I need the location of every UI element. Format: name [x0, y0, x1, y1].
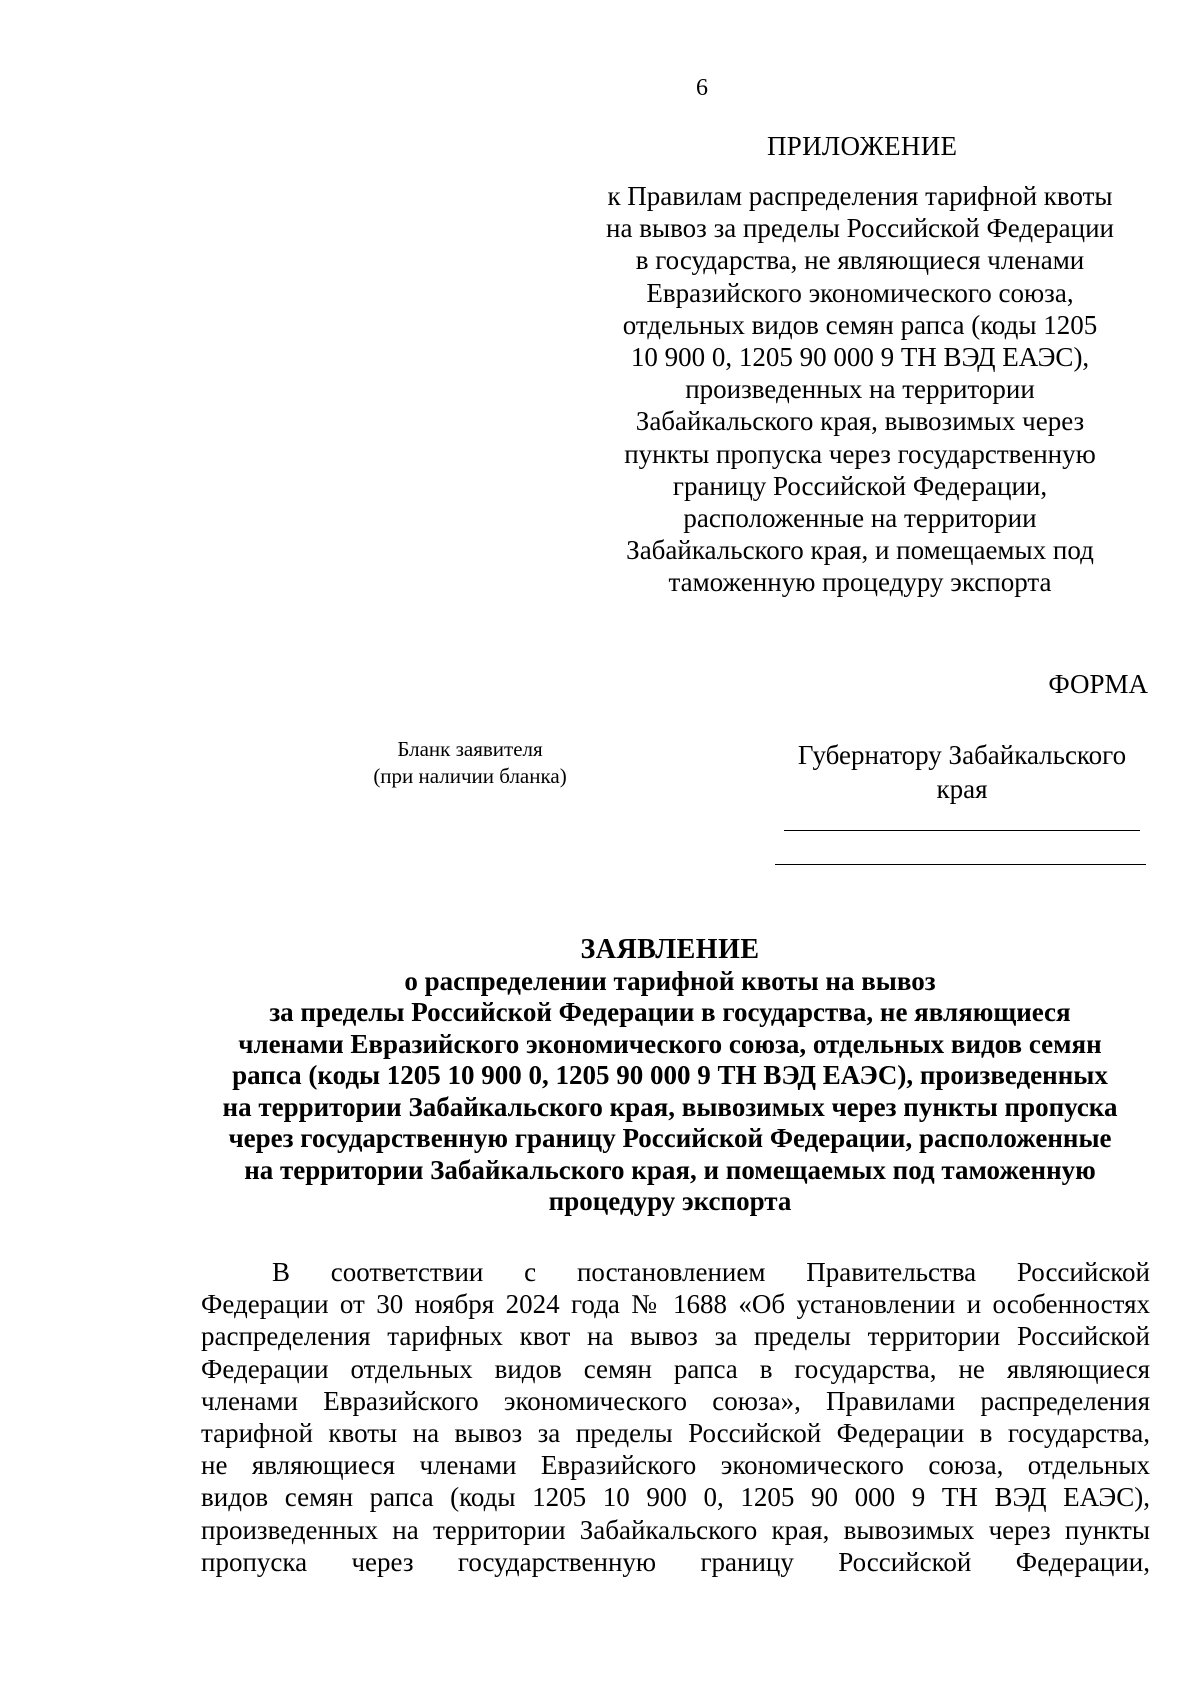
appendix-line: таможенную процедуру экспорта: [668, 567, 1052, 598]
appendix-title: ПРИЛОЖЕНИЕ: [767, 131, 958, 161]
statement-line: за пределы Российской Федерации в государства, не являющиеся: [269, 997, 1071, 1027]
body-line: произведенных на территории Забайкальского края, вывозимых через пункты: [201, 1514, 1150, 1545]
appendix-line: к Правилам распределения тарифной квоты: [607, 181, 1113, 211]
body-line: распределения тарифных квот на вывоз за пределы территории Российской: [201, 1321, 1150, 1352]
statement-line: о распределении тарифной квоты на вывоз: [404, 965, 936, 996]
addressee-line: края: [936, 774, 988, 804]
appendix-line: границу Российской Федерации,: [672, 470, 1048, 501]
statement-title: ЗАЯВЛЕНИЕ: [580, 934, 760, 965]
statement-heading: [190, 934, 1150, 1218]
appendix-line: 10 900 0, 1205 90 000 9 ТН ВЭД ЕАЭС),: [630, 342, 1090, 373]
addressee-blank-line: [784, 830, 1140, 831]
appendix-line: отдельных видов семян рапса (коды 1205: [622, 309, 1098, 340]
statement-line: на территории Забайкальского края, вывозимых через пункты пропуска: [222, 1091, 1118, 1122]
statement-line: рапса (коды 1205 10 900 0, 1205 90 000 9 ТН ВЭД ЕАЭС), произведенных: [232, 1060, 1108, 1090]
applicant-letterhead-note: [345, 736, 595, 790]
appendix-line: на вывоз за пределы Российской Федерации: [606, 213, 1114, 244]
statement-line: на территории Забайкальского края, и помещаемых под таможенную: [244, 1154, 1096, 1185]
appendix-line: пункты пропуска через государственную: [624, 438, 1096, 469]
addressee-line: Губернатору Забайкальского: [797, 740, 1127, 770]
appendix-line: Забайкальского края, и помещаемых под: [626, 535, 1094, 566]
body-line: не являющиеся членами Евразийского экономического союза, отдельных: [201, 1450, 1150, 1481]
appendix-line: Евразийского экономического союза,: [646, 277, 1074, 308]
addressee: [770, 738, 1154, 806]
statement-line: через государственную границу Российской Федерации, расположенные: [228, 1123, 1112, 1153]
body-line: видов семян рапса (коды 1205 10 900 0, 1205 90 000 9 ТН ВЭД ЕАЭС),: [201, 1482, 1150, 1513]
statement-line: членами Евразийского экономического союза, отдельных видов семян: [238, 1028, 1102, 1059]
body-paragraph: [201, 1256, 1150, 1578]
appendix-line: Забайкальского края, вывозимых через: [635, 406, 1085, 437]
appendix-line: расположенные на территории: [683, 503, 1037, 534]
body-line: пропуска через государственную границу Российской Федерации,: [201, 1546, 1150, 1577]
appendix-line: произведенных на территории: [685, 374, 1035, 405]
body-line: тарифной квоты на вывоз за пределы Российской Федерации в государства,: [201, 1418, 1150, 1449]
addressee-blank-line: [775, 864, 1146, 865]
body-line: В соответствии с постановлением Правительства Российской: [272, 1257, 1150, 1287]
body-line: Федерации отдельных видов семян рапса в государства, не являющиеся: [201, 1353, 1150, 1384]
statement-line: процедуру экспорта: [548, 1186, 792, 1216]
letterhead-line: (при наличии бланка): [373, 764, 567, 788]
body-line: Федерации от 30 ноября 2024 года № 1688 «Об установлении и особенностях: [201, 1289, 1150, 1320]
letterhead-line: Бланк заявителя: [397, 737, 543, 761]
appendix-text: [583, 180, 1137, 599]
appendix-line: в государства, не являющиеся членами: [635, 245, 1085, 276]
page-number: 6: [696, 75, 708, 101]
form-label: ФОРМА: [1048, 669, 1148, 699]
body-line: членами Евразийского экономического союза», Правилами распределения: [201, 1385, 1150, 1416]
